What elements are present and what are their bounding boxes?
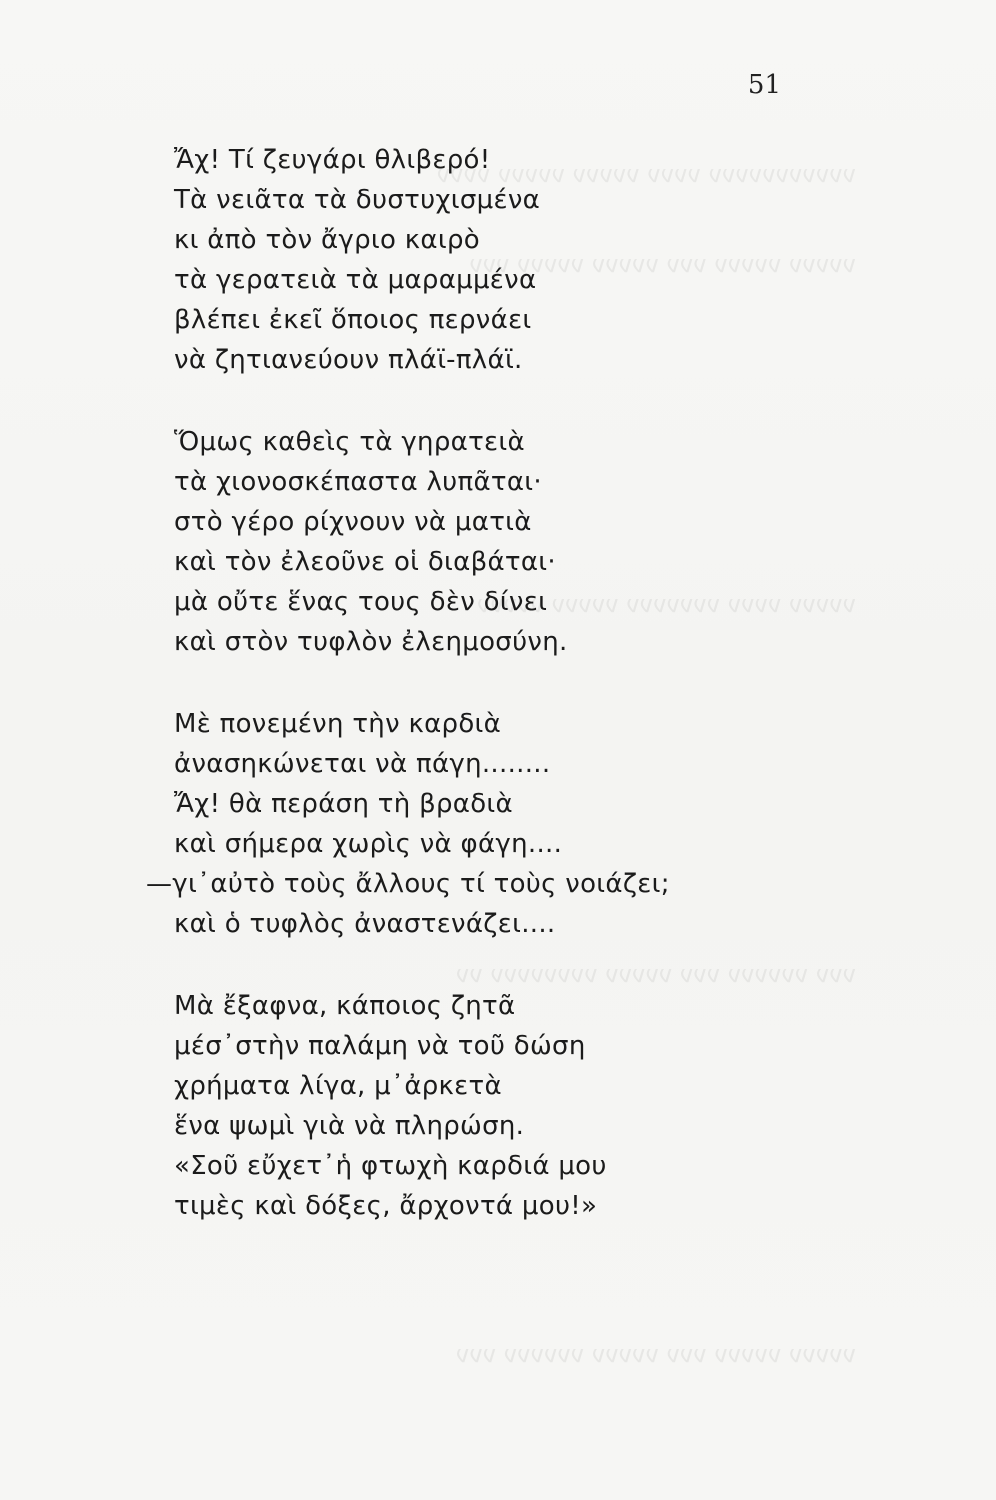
poem-line: μέσ᾽στὴν παλάμη νὰ τοῦ δώση bbox=[174, 1031, 586, 1061]
poem-line: καὶ στὸν τυφλὸν ἐλεημοσύνη. bbox=[174, 627, 568, 657]
poem-line: ἕνα ψωμὶ γιὰ νὰ πληρώση. bbox=[174, 1111, 525, 1141]
poem bbox=[146, 140, 894, 1268]
poem-line: Μὰ ἔξαφνα, κάποιος ζητᾶ bbox=[174, 991, 516, 1021]
poem-line: τὰ γερατειὰ τὰ μαραμμένα bbox=[174, 265, 537, 295]
poem-line: τιμὲς καὶ δόξες, ἄρχοντά μου!» bbox=[174, 1191, 598, 1221]
poem-line: —γι᾽αὐτὸ τοὺς ἄλλους τί τοὺς νοιάζει; bbox=[146, 869, 670, 899]
poem-line: βλέπει ἐκεῖ ὅποιος περνάει bbox=[174, 305, 532, 335]
stanza-2 bbox=[174, 422, 894, 662]
poem-line: ἀνασηκώνεται νὰ πάγη........ bbox=[174, 749, 551, 779]
stanza-1 bbox=[174, 140, 894, 380]
poem-line: τὰ χιονοσκέπαστα λυπᾶται· bbox=[174, 467, 542, 497]
poem-line: καὶ σήμερα χωρὶς νὰ φάγη.... bbox=[174, 829, 563, 859]
bleed-through-text: ννν νννννν ννν ννννν νννννννν νν bbox=[455, 960, 856, 988]
bleed-through-text: ννννν νννν ννννννν ννννν ννννν bbox=[476, 590, 856, 618]
poem-line: καὶ ὁ τυφλὸς ἀναστενάζει.... bbox=[174, 909, 556, 939]
bleed-through-text: ννννν ννννν ννν ννννν ννννν ννν bbox=[469, 250, 856, 278]
poem-line: Ἄχ! Τί ζευγάρι θλιβερό! bbox=[174, 145, 491, 175]
bleed-through-text: ννννν ννννν ννν ννννν νννννν ννν bbox=[455, 1340, 856, 1368]
poem-line: Μὲ πονεμένη τὴν καρδιὰ bbox=[174, 709, 502, 739]
poem-line: Τὰ νειᾶτα τὰ δυστυχισμένα bbox=[174, 185, 541, 215]
poem-line: κι ἀπὸ τὸν ἄγριο καιρὸ bbox=[174, 225, 480, 255]
poem-line: καὶ τὸν ἐλεοῦνε οἱ διαβάται· bbox=[174, 547, 556, 577]
poem-line: Ἄχ! θὰ περάση τὴ βραδιὰ bbox=[174, 789, 513, 819]
poem-line: Ὅμως καθεὶς τὰ γηρατειὰ bbox=[174, 427, 525, 457]
bleed-through-text: ννννννννννν νννν ννννν ννννν νννν bbox=[436, 160, 856, 188]
page-number: 51 bbox=[747, 70, 781, 100]
stanza-4 bbox=[174, 986, 894, 1226]
poem-line: στὸ γέρο ρίχνουν νὰ ματιὰ bbox=[174, 507, 532, 537]
poem-line: νὰ ζητιανεύουν πλάϊ-πλάϊ. bbox=[174, 345, 523, 375]
poem-line: μὰ οὔτε ἕνας τους δὲν δίνει bbox=[174, 587, 548, 617]
stanza-3 bbox=[146, 704, 894, 944]
poem-line: χρήματα λίγα, μ᾽ἀρκετὰ bbox=[174, 1071, 502, 1101]
poem-line: «Σοῦ εὔχετ᾽ἡ φτωχὴ καρδιά μου bbox=[174, 1151, 607, 1181]
